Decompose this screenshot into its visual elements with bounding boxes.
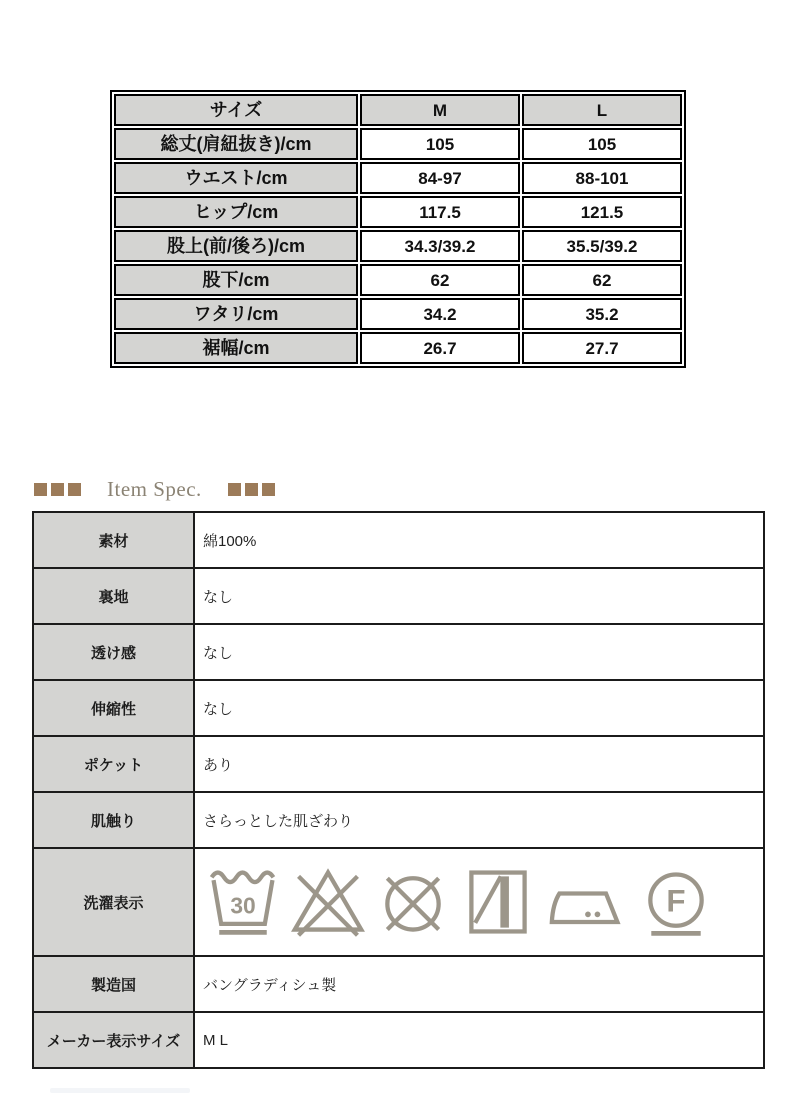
svg-text:F: F xyxy=(666,883,686,919)
decor-square xyxy=(34,483,47,496)
spec-label: ポケット xyxy=(33,736,194,792)
value-m: 34.3/39.2 xyxy=(360,230,520,262)
value-l: 35.5/39.2 xyxy=(522,230,682,262)
decor-square xyxy=(68,483,81,496)
spec-row-pocket xyxy=(33,736,764,792)
decor-square xyxy=(245,483,258,496)
size-row-inseam xyxy=(114,264,682,296)
size-table xyxy=(110,90,686,368)
size-row-thigh xyxy=(114,298,682,330)
spec-value: なし xyxy=(194,624,764,680)
column-l-header: L xyxy=(522,94,682,126)
size-row-waist xyxy=(114,162,682,194)
item-spec-heading xyxy=(34,476,275,502)
spec-label: 素材 xyxy=(33,512,194,568)
petroleum-dryclean-gentle-icon xyxy=(638,864,714,940)
value-l: 62 xyxy=(522,264,682,296)
item-spec-title: Item Spec. xyxy=(107,476,202,501)
decor-square xyxy=(51,483,64,496)
spec-row-sheerness xyxy=(33,624,764,680)
value-l: 105 xyxy=(522,128,682,160)
value-m: 105 xyxy=(360,128,520,160)
value-l: 27.7 xyxy=(522,332,682,364)
decor-squares-left xyxy=(34,483,81,496)
row-label: 総丈(肩紐抜き)/cm xyxy=(114,128,358,160)
wash-30-gentle-icon xyxy=(205,864,281,940)
decor-square xyxy=(228,483,241,496)
size-header-cell: サイズ xyxy=(114,94,358,126)
spec-label: 肌触り xyxy=(33,792,194,848)
spec-row-maker-size xyxy=(33,1012,764,1068)
spec-value: M L xyxy=(194,1012,764,1068)
spec-label: 裏地 xyxy=(33,568,194,624)
spec-value-care-icons xyxy=(194,848,764,956)
value-m: 26.7 xyxy=(360,332,520,364)
column-m-header: M xyxy=(360,94,520,126)
size-table-header-row xyxy=(114,94,682,126)
spec-label: 洗濯表示 xyxy=(33,848,194,956)
size-row-hip xyxy=(114,196,682,228)
value-m: 117.5 xyxy=(360,196,520,228)
spec-label: メーカー表示サイズ xyxy=(33,1012,194,1068)
do-not-dryclean-icon xyxy=(375,864,451,940)
spec-value: あり xyxy=(194,736,764,792)
value-m: 34.2 xyxy=(360,298,520,330)
spec-row-material xyxy=(33,512,764,568)
spec-row-texture xyxy=(33,792,764,848)
laundry-care-icons xyxy=(205,864,755,940)
spec-row-care-symbols xyxy=(33,848,764,956)
item-spec-section xyxy=(32,511,765,1069)
spec-label: 伸縮性 xyxy=(33,680,194,736)
spec-row-lining xyxy=(33,568,764,624)
row-label: ヒップ/cm xyxy=(114,196,358,228)
size-row-hem-width xyxy=(114,332,682,364)
cropped-element-edge xyxy=(50,1088,190,1093)
decor-squares-right xyxy=(228,483,275,496)
value-m: 84-97 xyxy=(360,162,520,194)
row-label: 裾幅/cm xyxy=(114,332,358,364)
dry-in-shade-icon xyxy=(460,864,536,940)
row-label: ワタリ/cm xyxy=(114,298,358,330)
spec-value: バングラディシュ製 xyxy=(194,956,764,1012)
size-row-rise xyxy=(114,230,682,262)
spec-value: さらっとした肌ざわり xyxy=(194,792,764,848)
spec-row-stretch xyxy=(33,680,764,736)
spec-value: なし xyxy=(194,568,764,624)
size-row-total-length xyxy=(114,128,682,160)
spec-value: 綿100% xyxy=(194,512,764,568)
value-l: 35.2 xyxy=(522,298,682,330)
value-m: 62 xyxy=(360,264,520,296)
row-label: 股上(前/後ろ)/cm xyxy=(114,230,358,262)
value-l: 121.5 xyxy=(522,196,682,228)
svg-text:30: 30 xyxy=(230,892,256,919)
do-not-bleach-icon xyxy=(290,864,366,940)
row-label: ウエスト/cm xyxy=(114,162,358,194)
item-spec-table xyxy=(32,511,765,1069)
decor-square xyxy=(262,483,275,496)
spec-row-country xyxy=(33,956,764,1012)
row-label: 股下/cm xyxy=(114,264,358,296)
spec-label: 製造国 xyxy=(33,956,194,1012)
iron-medium-two-dots-icon xyxy=(545,864,629,940)
size-table-section xyxy=(110,90,686,368)
spec-value: なし xyxy=(194,680,764,736)
value-l: 88-101 xyxy=(522,162,682,194)
spec-label: 透け感 xyxy=(33,624,194,680)
